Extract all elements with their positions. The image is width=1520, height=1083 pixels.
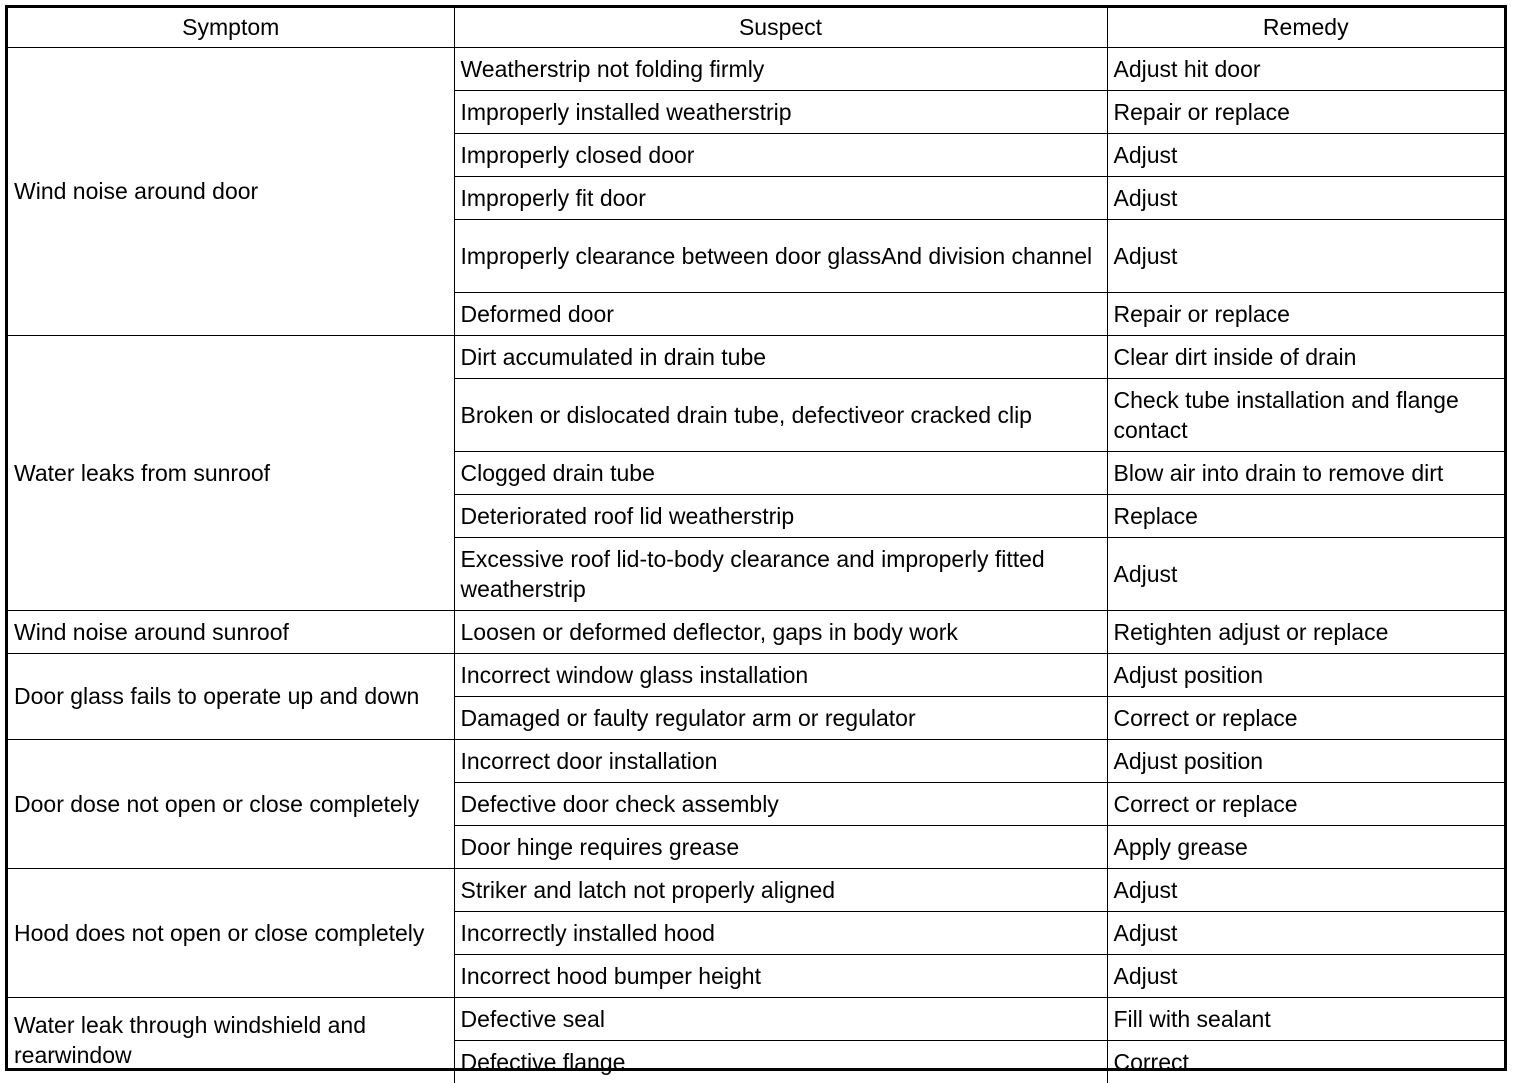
suspect-cell: Door hinge requires grease [454,826,1107,869]
remedy-cell: Apply grease [1107,826,1504,869]
symptom-cell: Wind noise around door [8,48,454,336]
remedy-cell: Adjust [1107,177,1504,220]
suspect-cell: Dirt accumulated in drain tube [454,336,1107,379]
header-remedy: Remedy [1107,8,1504,48]
suspect-cell: Weatherstrip not folding firmly [454,48,1107,91]
header-suspect: Suspect [454,8,1107,48]
remedy-cell: Adjust [1107,134,1504,177]
remedy-cell: Adjust [1107,912,1504,955]
suspect-cell: Incorrectly installed hood [454,912,1107,955]
suspect-cell: Loosen or deformed deflector, gaps in body work [454,611,1107,654]
suspect-cell: Improperly clearance between door glassAnd division channel [454,220,1107,293]
suspect-cell: Broken or dislocated drain tube, defectiveor cracked clip [454,379,1107,452]
remedy-cell: Check tube installation and flange contact [1107,379,1504,452]
table-row [8,740,1504,783]
header-row [8,8,1504,48]
suspect-cell: Improperly installed weatherstrip [454,91,1107,134]
remedy-cell: Adjust position [1107,740,1504,783]
remedy-cell: Clear dirt inside of drain [1107,336,1504,379]
remedy-cell: Adjust [1107,869,1504,912]
suspect-cell: Clogged drain tube [454,452,1107,495]
remedy-cell: Adjust hit door [1107,48,1504,91]
suspect-cell: Defective door check assembly [454,783,1107,826]
remedy-cell: Fill with sealant [1107,998,1504,1041]
suspect-cell: Excessive roof lid-to-body clearance and improperly fitted weatherstrip [454,538,1107,611]
suspect-cell: Deformed door [454,293,1107,336]
table-row [8,336,1504,379]
suspect-cell: Incorrect window glass installation [454,654,1107,697]
symptom-cell: Wind noise around sunroof [8,611,454,654]
symptom-cell: Door glass fails to operate up and down [8,654,454,740]
remedy-cell: Correct or replace [1107,783,1504,826]
remedy-cell: Repair or replace [1107,91,1504,134]
remedy-cell: Correct or replace [1107,697,1504,740]
suspect-cell: Deteriorated roof lid weatherstrip [454,495,1107,538]
suspect-cell: Incorrect door installation [454,740,1107,783]
symptom-cell: Hood does not open or close completely [8,869,454,998]
suspect-cell: Defective seal [454,998,1107,1041]
table-row [8,48,1504,91]
suspect-cell: Incorrect hood bumper height [454,955,1107,998]
table-row [8,654,1504,697]
remedy-cell: Correct [1107,1041,1504,1083]
remedy-cell: Blow air into drain to remove dirt [1107,452,1504,495]
suspect-cell: Defective flange [454,1041,1107,1083]
remedy-cell: Retighten adjust or replace [1107,611,1504,654]
suspect-cell: Damaged or faulty regulator arm or regulator [454,697,1107,740]
suspect-cell: Improperly closed door [454,134,1107,177]
remedy-cell: Adjust [1107,220,1504,293]
suspect-cell: Striker and latch not properly aligned [454,869,1107,912]
troubleshooting-table-frame [5,5,1507,1071]
table-row [8,869,1504,912]
suspect-cell: Improperly fit door [454,177,1107,220]
remedy-cell: Repair or replace [1107,293,1504,336]
remedy-cell: Replace [1107,495,1504,538]
remedy-cell: Adjust [1107,538,1504,611]
symptom-cell: Door dose not open or close completely [8,740,454,869]
symptom-cell: Water leaks from sunroof [8,336,454,611]
remedy-cell: Adjust position [1107,654,1504,697]
table-row [8,998,1504,1041]
table-row [8,611,1504,654]
remedy-cell: Adjust [1107,955,1504,998]
troubleshooting-table [8,8,1504,1083]
header-symptom: Symptom [8,8,454,48]
symptom-cell: Water leak through windshield and rearwindow [8,998,454,1083]
